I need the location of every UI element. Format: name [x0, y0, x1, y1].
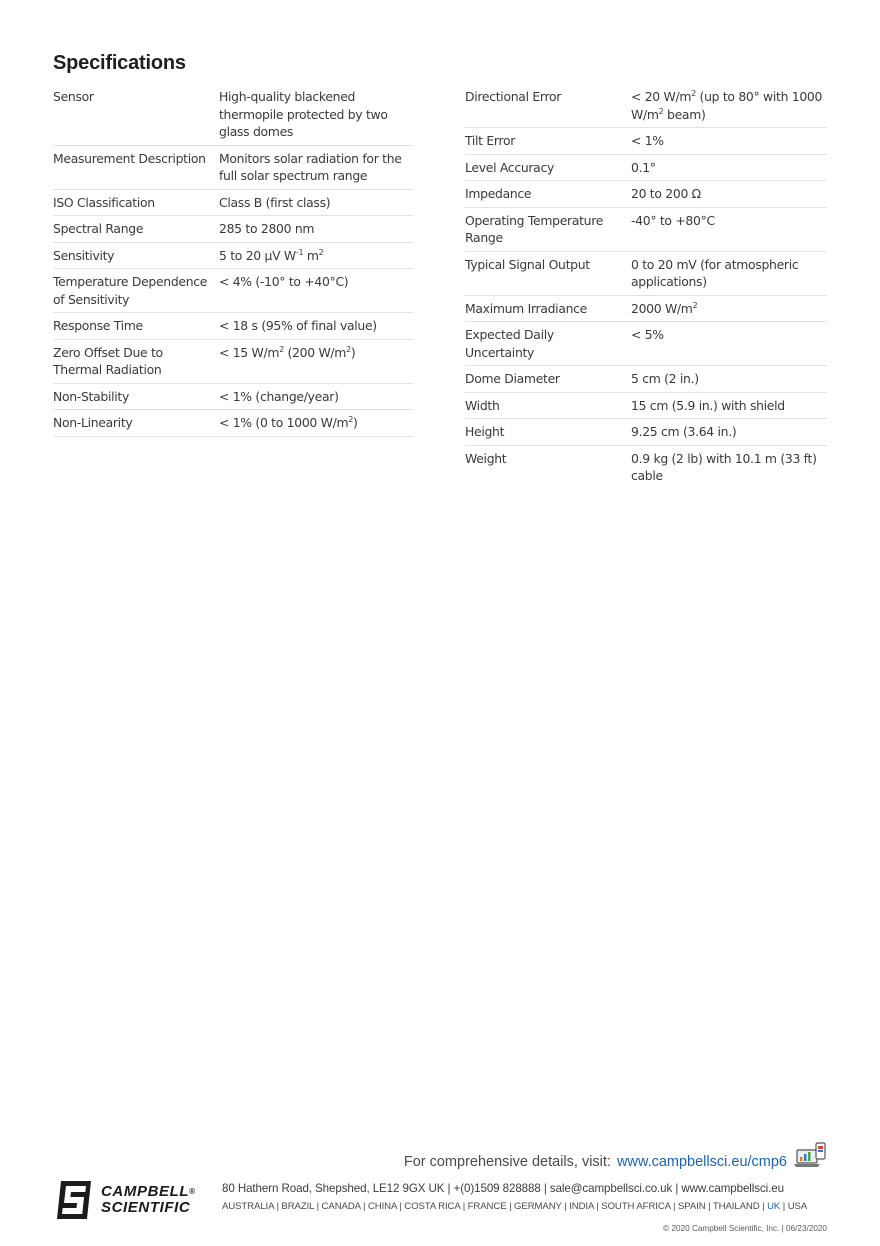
spec-value: < 4% (-10° to +40°C)	[219, 269, 413, 313]
spec-label: Tilt Error	[465, 128, 631, 155]
spec-value: -40° to +80°C	[631, 207, 827, 251]
spec-value-part: )	[350, 344, 356, 360]
spec-value: 0.1°	[631, 154, 827, 181]
spec-label: Operating Temperature Range	[465, 207, 631, 251]
spec-value: < 1%	[631, 128, 827, 155]
spec-label: Sensor	[53, 84, 219, 145]
countries-line	[222, 1201, 828, 1212]
logo-registered: ®	[189, 1187, 196, 1196]
spec-label: Impedance	[465, 181, 631, 208]
spec-row	[465, 392, 827, 419]
contact-line: 80 Hathern Road, Shepshed, LE12 9GX UK | +(0)1509 828888 | sale@campbellsci.co.uk | www.campbellsci.eu	[222, 1182, 784, 1195]
spec-row	[465, 84, 827, 128]
countries-tail: | USA	[780, 1201, 808, 1212]
spec-value-part: < 15 W/m	[219, 344, 280, 360]
countries-list: AUSTRALIA | BRAZIL | CANADA | CHINA | COSTA RICA | FRANCE | GERMANY | INDIA | SOUTH AFRICA | SPAIN | THAILAND |	[222, 1201, 768, 1212]
spec-value-part: 2000 W/m	[631, 300, 693, 316]
spec-value: 0 to 20 mV (for atmospheric applications)	[631, 251, 827, 295]
spec-value-part: (up to 80° with 1000 W/m	[631, 89, 823, 122]
cs-logo-icon	[55, 1179, 95, 1221]
spec-row	[53, 145, 413, 189]
spec-row	[465, 419, 827, 446]
spec-row	[465, 207, 827, 251]
spec-row	[465, 128, 827, 155]
spec-value-part: m	[303, 247, 319, 263]
spec-row	[53, 189, 413, 216]
spec-label: Directional Error	[465, 84, 631, 128]
spec-row	[53, 216, 413, 243]
spec-row	[53, 313, 413, 340]
spec-value-part: < 1% (0 to 1000 W/m	[219, 415, 349, 430]
spec-value-superscript: 2	[279, 344, 284, 354]
spec-value: 15 cm (5.9 in.) with shield	[631, 392, 827, 419]
spec-value-part: 5 to 20 µV W	[219, 247, 296, 263]
spec-row	[53, 84, 413, 145]
spec-row	[53, 410, 413, 437]
spec-label: Spectral Range	[53, 216, 219, 243]
spec-label: Temperature Dependence of Sensitivity	[53, 269, 219, 313]
spec-label: Maximum Irradiance	[465, 295, 631, 322]
spec-row	[465, 322, 827, 366]
spec-value: < 18 s (95% of final value)	[219, 313, 413, 340]
spec-value: < 5%	[631, 322, 827, 366]
spec-label: ISO Classification	[53, 189, 219, 216]
spec-value: Class B (first class)	[219, 189, 413, 216]
spec-label: Expected Daily Uncertainty	[465, 322, 631, 366]
spec-value-superscript: 2	[691, 89, 696, 98]
spec-row	[465, 251, 827, 295]
spec-row	[53, 269, 413, 313]
spec-value-superscript: 2	[318, 247, 324, 257]
spec-row	[465, 181, 827, 208]
laptop-chart-icon	[793, 1140, 827, 1170]
spec-value-superscript: 2	[658, 106, 664, 116]
spec-label: Width	[465, 392, 631, 419]
spec-value: 285 to 2800 nm	[219, 216, 413, 243]
spec-value	[219, 242, 413, 269]
spec-label: Dome Diameter	[465, 366, 631, 393]
spec-value	[631, 295, 827, 322]
specifications-table-left	[53, 84, 413, 437]
details-visit-line	[404, 1140, 827, 1170]
page-title: Specifications	[53, 52, 186, 74]
spec-label: Weight	[465, 450, 507, 466]
spec-row	[465, 445, 827, 489]
spec-value-part: beam)	[663, 106, 706, 122]
spec-row	[465, 295, 827, 322]
spec-value	[219, 410, 413, 437]
spec-row	[53, 383, 413, 410]
spec-value-superscript: 2	[692, 300, 698, 310]
spec-value-part: (200 W/m	[283, 344, 347, 360]
spec-value: High-quality blackened thermopile protected by two glass domes	[219, 84, 413, 145]
spec-value: 20 to 200 Ω	[631, 181, 827, 208]
spec-label: Typical Signal Output	[465, 251, 631, 295]
spec-row	[53, 242, 413, 269]
spec-value: < 1% (change/year)	[219, 383, 413, 410]
spec-value: 0.9 kg (2 lb) with 10.1 m (33 ft) cable	[631, 450, 817, 483]
spec-label: Zero Offset Due to Thermal Radiation	[53, 339, 219, 383]
spec-row	[53, 339, 413, 383]
country-uk: UK	[767, 1201, 781, 1212]
spec-label: Height	[465, 419, 631, 446]
spec-value: 5 cm (2 in.)	[631, 366, 827, 393]
spec-value: Monitors solar radiation for the full solar spectrum range	[219, 145, 413, 189]
spec-label: Non-Linearity	[53, 410, 219, 437]
spec-value: 9.25 cm (3.64 in.)	[631, 419, 827, 446]
details-link[interactable]: www.campbellsci.eu/cmp6	[616, 1154, 787, 1170]
specifications-table-right	[465, 84, 827, 489]
spec-value	[219, 339, 413, 383]
copyright: © 2020 Campbell Scientific, Inc. | 06/23/2020	[663, 1224, 827, 1233]
spec-value-part: < 20 W/m	[631, 89, 692, 104]
spec-row	[465, 366, 827, 393]
spec-label: Level Accuracy	[465, 154, 631, 181]
spec-label: Sensitivity	[53, 242, 219, 269]
spec-value-part: )	[353, 415, 358, 430]
spec-value	[631, 84, 827, 128]
spec-label: Response Time	[53, 313, 219, 340]
spec-value-superscript: 2	[348, 415, 354, 424]
spec-row	[465, 154, 827, 181]
spec-label: Non-Stability	[53, 383, 219, 410]
logo-line-campbell: CAMPBELL®	[101, 1183, 196, 1200]
logo-line-scientific: SCIENTIFIC	[101, 1199, 191, 1216]
spec-label: Measurement Description	[53, 145, 219, 189]
spec-value-superscript: -1	[295, 247, 304, 257]
visit-text: For comprehensive details, visit:	[403, 1154, 611, 1170]
spec-value-superscript: 2	[346, 344, 351, 354]
campbell-scientific-logo	[55, 1178, 215, 1222]
